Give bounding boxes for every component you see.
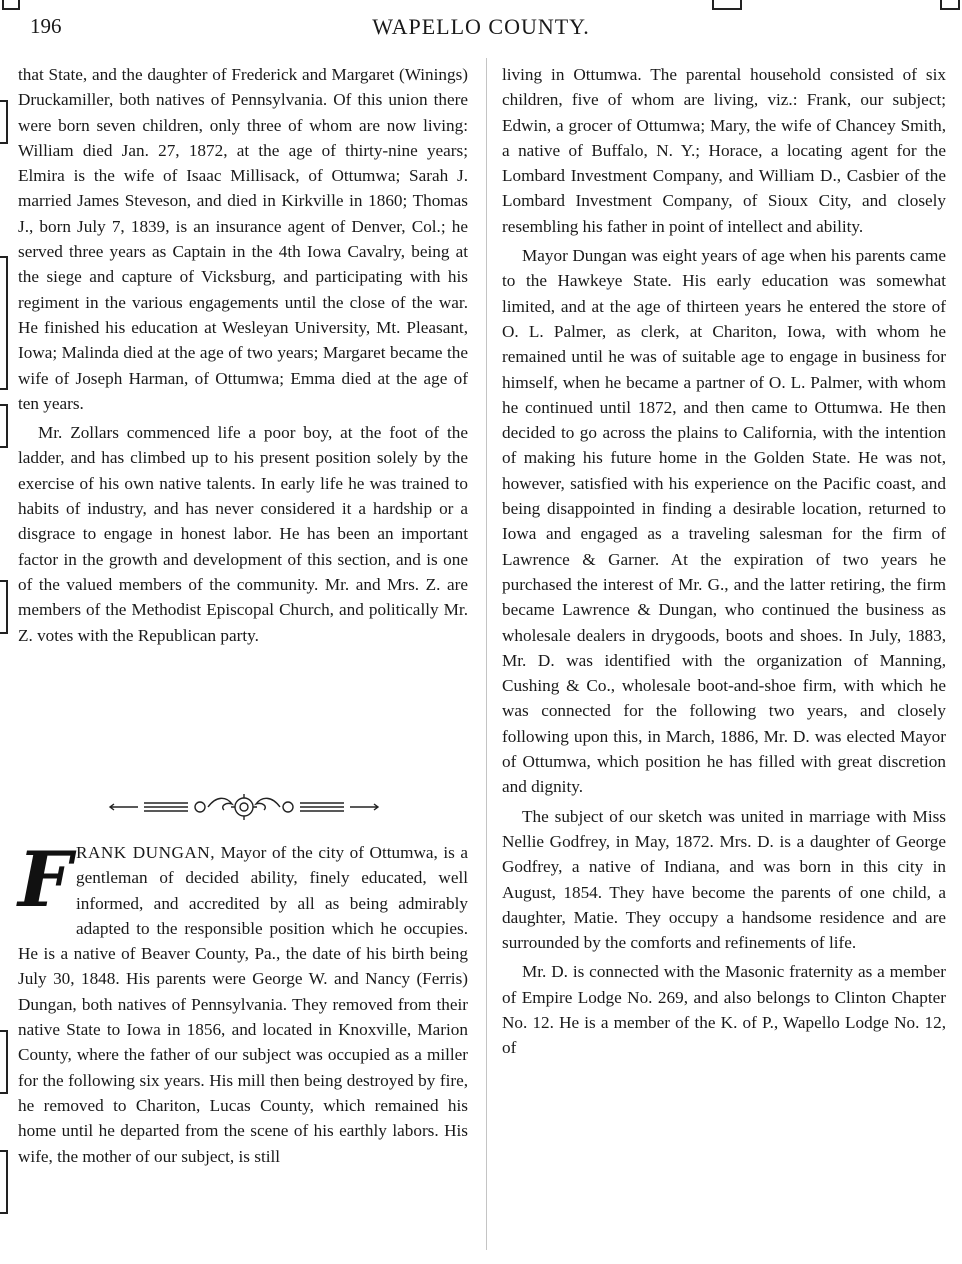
binding-mark: [0, 1150, 8, 1214]
binding-mark: [0, 404, 8, 448]
biography-sketch: [18, 835, 468, 1169]
header-ornament-right: [940, 0, 960, 10]
binding-mark: [0, 100, 8, 144]
right-column: [502, 62, 946, 1061]
header-ornament-left: [2, 0, 20, 10]
page-number: 196: [30, 14, 62, 38]
paragraph: The subject of our sketch was united in marriage with Miss Nellie Godfrey, in May, 1872. Mrs. D. is a daughter of George Godfrey, a native of Indiana, and was born in this city in August, 1854. They have become the parents of one child, a daughter, Matie. They occupy a handsome residence and are surrounded by the comforts and refinements of life.: [502, 806, 946, 953]
binding-mark: [0, 580, 8, 634]
left-column: [18, 62, 468, 648]
binding-mark: [0, 1030, 8, 1094]
column-rule: [486, 58, 487, 1250]
paragraph: Mr. D. is connected with the Masonic fraternity as a member of Empire Lodge No. 269, and also belongs to Clinton Chapter No. 12. He is a member of the K. of P., Wapello Lodge No. 12, of: [502, 962, 946, 1058]
header-ornament-center: [712, 0, 742, 10]
paragraph: Mayor Dungan was eight years of age when his parents came to the Hawkeye State. His early education was somewhat limited, and at the age of thirteen years he entered the store of O. L. Palmer, as clerk, at Chariton, Iowa, with whom he remained until he was of suitable age to engage in business for himself, when he became a partner of O. L. Palmer, with whom he continued until 1872, and then came to Ottumwa. He then decided to go across the plains to California, with the intention of making his future home in the Golden State. He was not, however, satisfied with his experience on the Pacific coast, and being disappointed in finding a desirable location, returned to Iowa and engaged as a traveling salesman for the firm of Lawrence & Garner. At the expiration of two years he purchased the interest of Mr. G., and the latter retiring, the firm became Lawrence & Dungan, who continued the business as wholesale dealers in drygoods, boots and shoes. In July, 1883, Mr. D. was identified with the organization of Manning, Cushing & Co., wholesale boot-and-shoe firm, with which he was connected for the following two years, and closely following upon this, in March, 1886, Mr. D. was elected Mayor of Ottumwa, which position he has filled with great discretion and dignity.: [502, 246, 946, 797]
paragraph: Mr. Zollars commenced life a poor boy, at the foot of the ladder, and has climbed up to his present position solely by the exercise of his own native talents. In early life he was trained to habits of industry, and has never considered it a hardship or a disgrace to engage in honest labor. He has been an important factor in the growth and development of this section, and is one of the valued members of the community. Mr. and Mrs. Z. are members of the Methodist Episcopal Church, and politically Mr. Z. votes with the Republican party.: [18, 423, 468, 645]
binding-mark: [0, 256, 8, 390]
running-head: WAPELLO COUNTY.: [372, 14, 590, 39]
ornamental-divider: [108, 792, 380, 822]
paragraph: that State, and the daughter of Frederick and Margaret (Winings) Druckamiller, both natives of Pennsylvania. Of this union there were born seven children, only three of whom are now living: William died Jan. 27, 1872, at the age of thirty-nine years; Elmira is the wife of Isaac Millisack, of Ottumwa; Sarah J. married James Steveson, and died in Kirkville in 1860; Thomas J., born July 7, 1839, is an insurance agent of Denver, Col.; he served three years as Captain in the 4th Iowa Cavalry, being at the siege and capture of Vicksburg, and participating with his regiment in the various engagements until the close of the war. He finished his education at Wesleyan University, Mt. Pleasant, Iowa; Malinda died at the age of two years; Margaret became the wife of Joseph Harman, of Ottumwa; Emma died at the age of ten years.: [18, 65, 468, 413]
sketch-opening-text: Mayor of the city of Ottumwa, is a gentleman of decided ability, finely educated, well informed, and accredited by all as being admirably adapted to the responsible position which he occupies. He is a native of Beaver County, Pa., the date of his birth being July 30, 1848. His parents were George W. and Nancy (Ferris) Dungan, both natives of Pennsylvania. They removed from their native State to Iowa in 1856, and located in Knoxville, Marion County, where the father of our subject was occupied as a miller for the following six years. His mill then being destroyed by fire, he removed to Chariton, Lucas County, which remained his home until he departed from the scene of his earthly labors. His wife, the mother of our subject, is still: [18, 843, 468, 1166]
sketch-lead-name: RANK DUNGAN,: [76, 843, 216, 862]
drop-cap: F: [18, 835, 72, 924]
paragraph: living in Ottumwa. The parental household consisted of six children, five of whom are living, viz.: Frank, our subject; Edwin, a grocer of Ottumwa; Mary, the wife of Chancey Smith, a native of Buffalo, N. Y.; Horace, a locating agent for the Lombard Investment Company, and William D., Casbier of the Lombard Investment Company, of Sioux City, and closely resembling his father in point of intellect and ability.: [502, 65, 946, 236]
